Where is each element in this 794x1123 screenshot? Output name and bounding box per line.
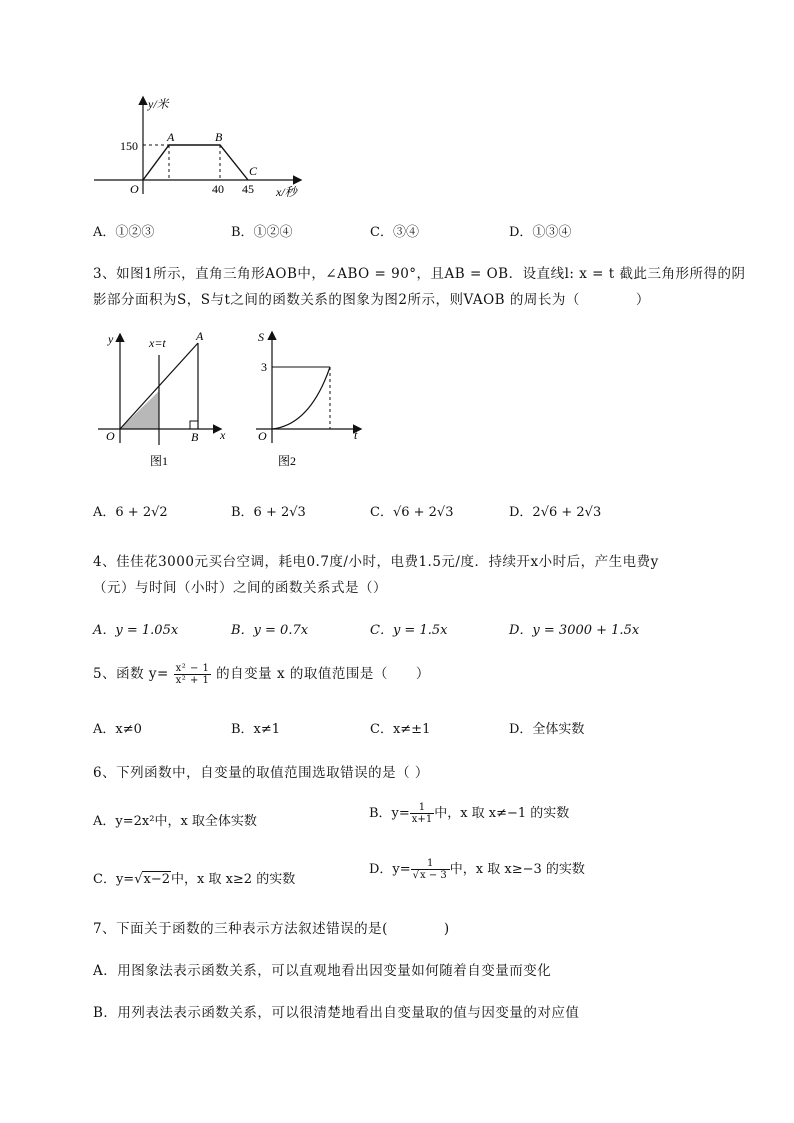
y-axis-label: y/米	[148, 97, 169, 111]
q6-c-suffix: 中，x 取 x≥2 的实数	[170, 872, 296, 887]
fig2-origin: O	[258, 429, 267, 443]
sqrt-symbol: √	[134, 872, 143, 887]
q4-option-c[interactable]: C．y = 1.5x	[370, 623, 448, 638]
fig1-point-a: A	[196, 329, 204, 343]
area-curve	[272, 367, 330, 429]
figure-1	[90, 325, 240, 473]
tick-45: 45	[242, 182, 254, 196]
q6-c-radicand: x−2	[143, 872, 170, 887]
q6-stem: 6、下列函数中，自变量的取值范围选取错误的是（ ）	[93, 765, 429, 781]
point-c-label: C	[249, 164, 258, 178]
q5-numerator: x² − 1	[175, 663, 210, 674]
q6-d-suffix: 中，x 取 x≥−3 的实数	[449, 862, 585, 877]
q7-stem: 7、下面关于函数的三种表示方法叙述错误的是( )	[93, 921, 450, 937]
q6-d-fraction	[411, 858, 450, 881]
q6-c-prefix: C．y=	[93, 872, 135, 887]
fig1-y-label: y	[108, 332, 114, 346]
q5-option-d[interactable]: D．全体实数	[509, 722, 585, 737]
q6-b-numerator: 1	[410, 802, 434, 814]
point-a-label: A	[167, 130, 175, 144]
q5-option-b[interactable]: B．x≠1	[231, 722, 281, 737]
fig2-tick-3: 3	[261, 360, 267, 374]
q5-suffix: 的自变量 x 的取值范围是（ ）	[216, 666, 430, 682]
q6-d-numerator: 1	[411, 858, 450, 870]
q6-d-radicand: x − 3	[420, 870, 447, 881]
q3-option-a[interactable]: A．6 + 2√2	[93, 505, 168, 520]
q3-option-c[interactable]: C．√6 + 2√3	[370, 505, 454, 520]
q2-option-d[interactable]: D．①③④	[509, 225, 572, 240]
q6-b-suffix: 中，x 取 x≠−1 的实数	[434, 806, 570, 821]
q6-d-denominator: √x − 3	[412, 870, 447, 881]
fig1-point-b: B	[191, 430, 199, 444]
fig1-caption: 图1	[150, 454, 169, 468]
q6-option-d[interactable]	[369, 858, 585, 881]
q3-option-d[interactable]: D．2√6 + 2√3	[509, 505, 602, 520]
q6-option-b[interactable]	[369, 802, 569, 825]
q4-option-d[interactable]: D．y = 3000 + 1.5x	[509, 623, 640, 638]
q5-prefix: 5、函数 y=	[93, 666, 169, 682]
q6-option-c[interactable]	[93, 868, 295, 887]
q7-option-a[interactable]: A．用图象法表示函数关系，可以直观地看出因变量如何随着自变量而变化	[93, 963, 552, 979]
q3-stem-line1: 3、如图1所示，直角三角形AOB中，∠ABO = 90°，且AB = OB．设直线l: x = t 截此三角形所得的阴	[93, 266, 746, 282]
q5-fraction	[174, 663, 212, 686]
q3-stem-line2: 影部分面积为S，S与t之间的函数关系的图象为图2所示，则VAOB 的周长为（ ）	[93, 292, 650, 308]
q2-option-a[interactable]: A．①②③	[93, 225, 155, 240]
q5-option-c[interactable]: C．x≠±1	[370, 722, 431, 737]
q6-b-denominator: x+1	[411, 814, 433, 825]
q4-stem-line1: 4、佳佳花3000元买台空调，耗电0.7度/小时，电费1.5元/度．持续开x小时后，产生电费y	[93, 554, 659, 570]
origin-label: O	[130, 182, 139, 196]
figure-2	[248, 325, 378, 473]
q5-option-a[interactable]: A．x≠0	[93, 722, 142, 737]
q4-option-a[interactable]: A．y = 1.05x	[93, 623, 179, 638]
q6-b-fraction	[410, 802, 434, 825]
q2-option-c[interactable]: C．③④	[370, 225, 419, 240]
right-angle-mark	[190, 421, 198, 429]
q2-option-b[interactable]: B．①②④	[231, 225, 293, 240]
graph-line	[143, 145, 248, 180]
distance-time-graph	[90, 92, 320, 204]
q6-option-a[interactable]: A．y=2x²中，x 取全体实数	[93, 814, 257, 829]
q3-option-b[interactable]: B．6 + 2√3	[231, 505, 306, 520]
q6-b-prefix: B．y=	[369, 806, 410, 821]
fig1-origin: O	[106, 429, 115, 443]
q4-stem-line2: （元）与时间（小时）之间的函数关系式是（）	[93, 580, 387, 596]
fig1-line-label: x=t	[149, 336, 166, 350]
tick-150: 150	[120, 139, 138, 153]
q4-option-b[interactable]: B．y = 0.7x	[231, 623, 309, 638]
fig1-x-label: x	[220, 428, 226, 442]
q7-option-b[interactable]: B．用列表法表示函数关系，可以很清楚地看出自变量取的值与因变量的对应值	[93, 1005, 580, 1021]
q5-stem	[93, 662, 430, 686]
fig2-s-label: S	[258, 330, 264, 344]
q5-denominator: x² + 1	[175, 675, 210, 686]
point-b-label: B	[215, 130, 223, 144]
tick-40: 40	[212, 182, 224, 196]
fig2-caption: 图2	[278, 454, 297, 468]
q6-d-prefix: D．y=	[369, 862, 411, 877]
fig2-t-label: t	[354, 428, 358, 442]
x-axis-label: x/秒	[276, 185, 297, 199]
